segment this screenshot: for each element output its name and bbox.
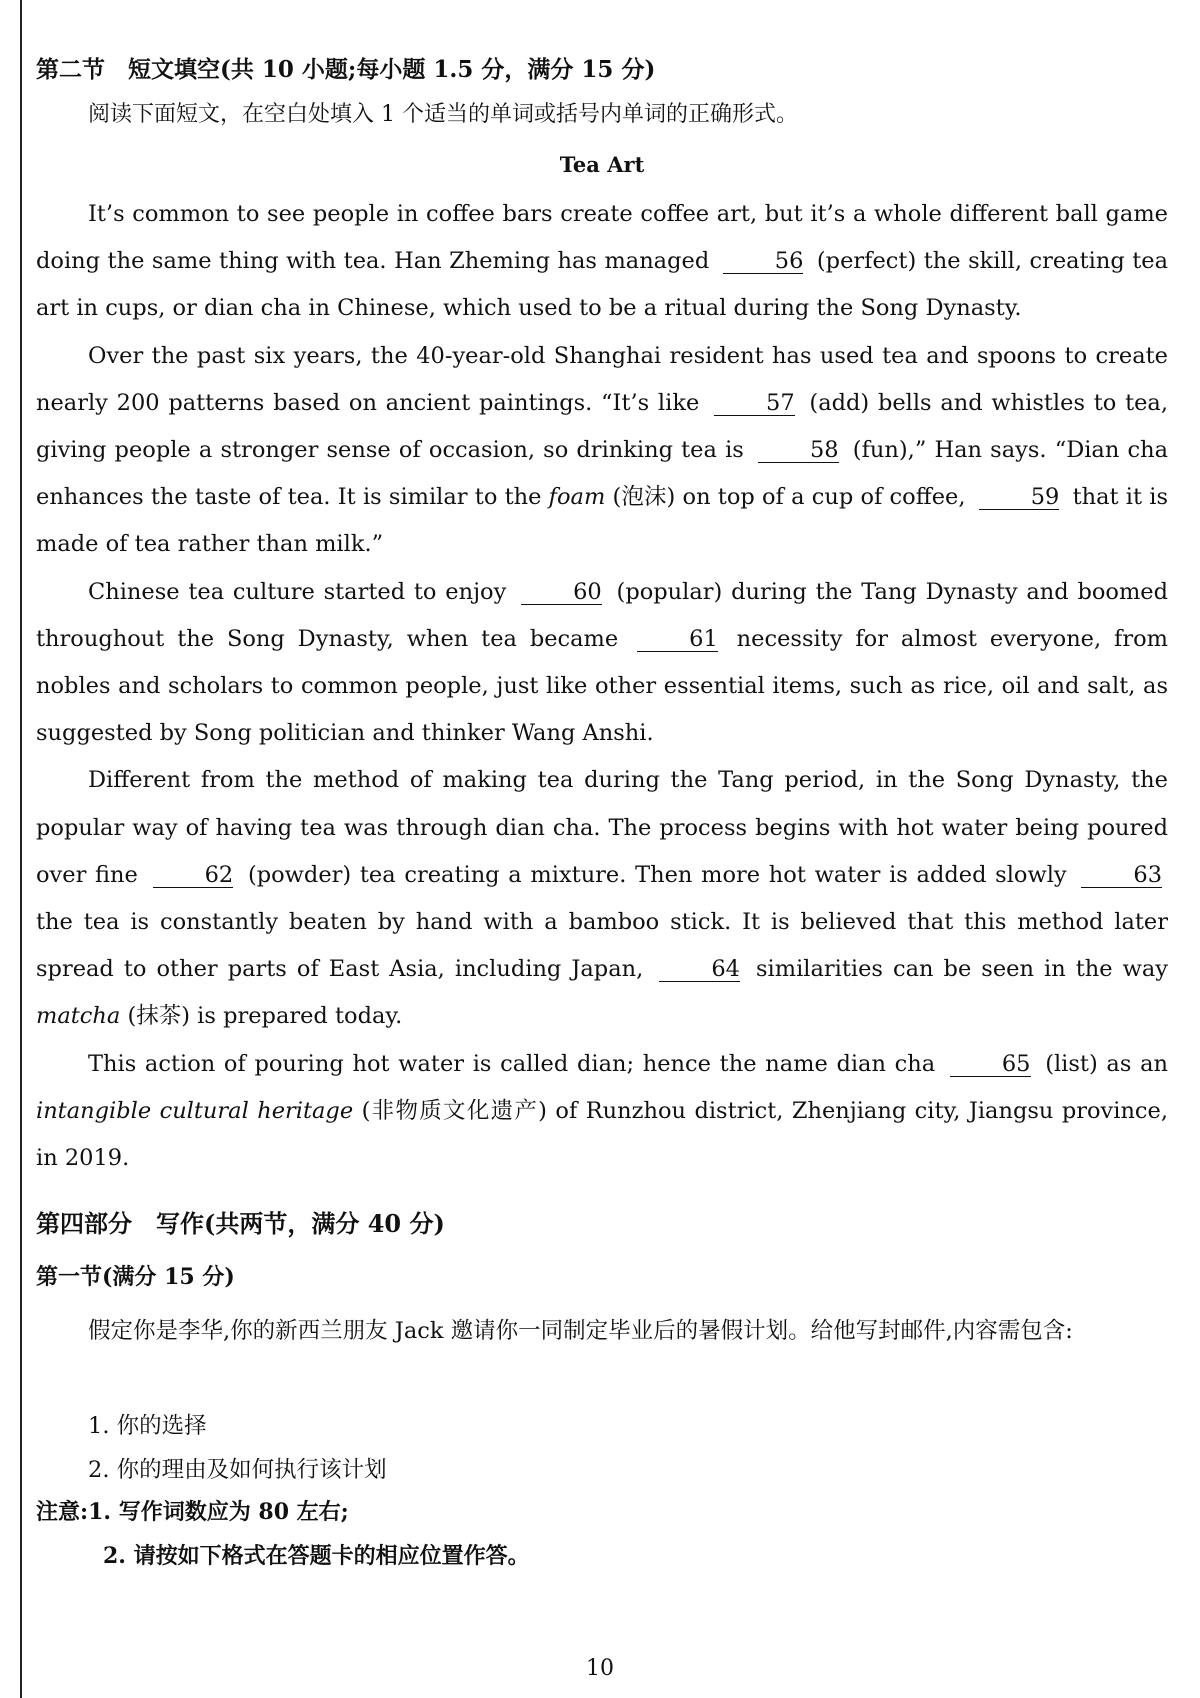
p3-text-a: Chinese tea culture started to enjoy (88, 578, 507, 605)
requirement-2: 2. 你的理由及如何执行该计划 (88, 1457, 387, 1483)
blank-65[interactable]: 65 (950, 1052, 1031, 1077)
blank-64[interactable]: 64 (659, 957, 740, 982)
blank-58[interactable]: 58 (758, 438, 839, 463)
blank-59[interactable]: 59 (979, 485, 1060, 510)
p2-text-c: (add) bells and whistles to tea, giving people a stronger sense of occasion, so drinking tea is (36, 389, 1168, 464)
p5-heritage-term: intangible cultural heritage (36, 1097, 354, 1124)
blank-57[interactable]: 57 (714, 391, 795, 416)
blank-56[interactable]: 56 (723, 249, 804, 274)
p4-text-a: Different from the method of making tea during the Tang period, in the Song Dynasty, the popular way of having tea was through dian cha. The process begins with hot water being poured over fine (36, 767, 1168, 888)
p2-foam-word: foam (548, 484, 606, 511)
p2-text-f: that it is made of tea rather than milk.” (36, 484, 1169, 558)
note-1: 注意:1. 写作词数应为 80 左右; (36, 1499, 349, 1525)
requirement-1: 1. 你的选择 (88, 1413, 207, 1439)
writing-part (36, 1208, 1168, 1569)
paragraph-2 (36, 333, 1168, 569)
blank-61[interactable]: 61 (637, 627, 718, 652)
p4-text-f: (抹茶) is prepared today. (127, 1003, 403, 1030)
p3-text-c: (popular) during the Tang Dynasty and boomed throughout the Song Dynasty, when tea became (36, 578, 1168, 652)
writing-heading: 第四部分 写作(共两节，满分 40 分) (36, 1209, 445, 1238)
paragraph-3 (36, 569, 1168, 758)
p1-text-a: It’s common to see people in coffee bars create coffee art, but it’s a whole different ball game doing the same thing with tea. Han Zheming has managed (36, 201, 1168, 275)
p5-text-d: (非物质文化遗产) of Runzhou district, Zhenjiang city, Jiangsu province, in 2019. (36, 1097, 1169, 1172)
writing-task: 假定你是李华,你的新西兰朋友 Jack 邀请你一同制定毕业后的暑假计划。给他写封邮件,内容需包含: (88, 1318, 1073, 1344)
p4-text-c: (powder) tea creating a mixture. Then more hot water is added slowly (247, 861, 1067, 888)
passage-title: Tea Art (559, 152, 645, 177)
p5-text-a: This action of pouring hot water is called dian; hence the name dian cha (88, 1050, 936, 1077)
writing-subsection-heading: 第一节(满分 15 分) (36, 1264, 235, 1290)
passage (36, 191, 1168, 1182)
note-2: 2. 请按如下格式在答题卡的相应位置作答。 (103, 1543, 530, 1569)
binding-margin-line (20, 0, 22, 1698)
p4-text-e: similarities can be seen in the way (756, 956, 1168, 983)
blank-63[interactable]: 63 (1081, 863, 1162, 888)
section-heading: 第二节 短文填空(共 10 小题;每小题 1.5 分，满分 15 分) (36, 56, 656, 83)
p4-matcha-word: matcha (36, 1003, 121, 1030)
blank-60[interactable]: 60 (521, 580, 602, 605)
p4-text-d: the tea is constantly beaten by hand with a bamboo stick. It is believed that this method later spread to other parts of East Asia, including Japan, (36, 909, 1168, 983)
p5-text-c: (list) as an (1045, 1050, 1168, 1077)
p2-text-a: Over the past six years, the 40-year-old Shanghai resident has used tea and spoons to create nearly 200 patterns based on ancient paintings. “It’s like (36, 342, 1168, 416)
paragraph-5 (36, 1041, 1168, 1183)
blank-62[interactable]: 62 (153, 863, 234, 888)
p1-text-c: (perfect) the skill, creating tea art in cups, or dian cha in Chinese, which used to be a ritual during the Song Dynasty. (36, 248, 1169, 322)
page-number: 10 (586, 1656, 614, 1681)
p3-text-d: necessity for almost everyone, from nobles and scholars to common people, just like other essential items, such as rice, oil and salt, as suggested by Song politician and thinker Wang Anshi. (36, 625, 1169, 747)
p2-text-e: (泡沫) on top of a cup of coffee, (612, 484, 966, 511)
p2-text-d: (fun),” Han says. “Dian cha enhances the taste of tea. It is similar to the (36, 437, 1169, 511)
paragraph-1 (36, 191, 1168, 333)
section-instruction: 阅读下面短文，在空白处填入 1 个适当的单词或括号内单词的正确形式。 (88, 102, 798, 127)
paragraph-4 (36, 757, 1168, 1040)
